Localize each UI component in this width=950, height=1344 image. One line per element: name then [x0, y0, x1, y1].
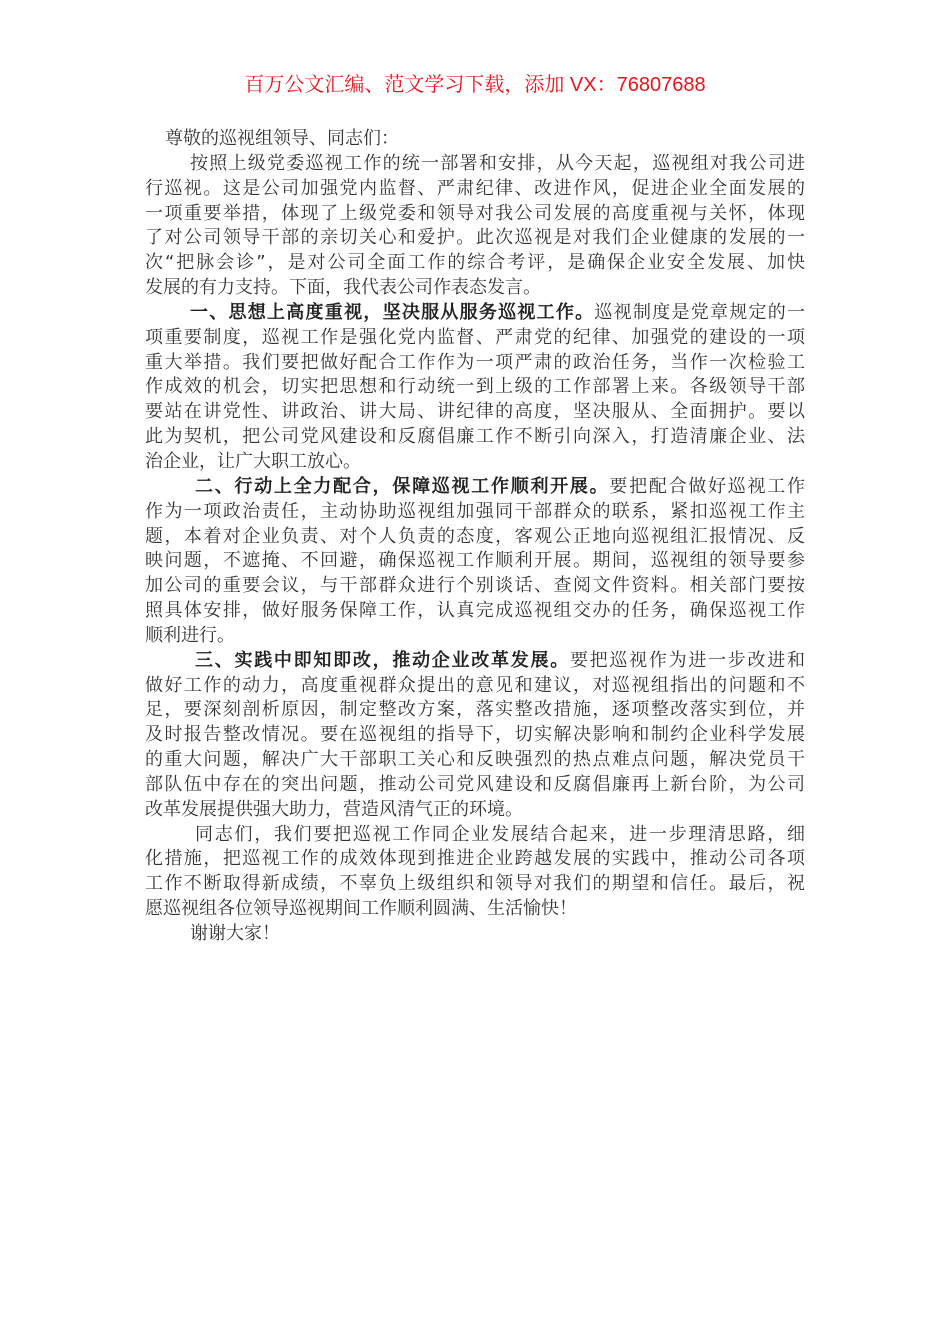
- section-3: [145, 649, 805, 823]
- document-body: [145, 127, 805, 947]
- text-line: 化措施，把巡视工作的成效体现到推进企业跨越发展的实践中，推动公司各项: [145, 848, 805, 870]
- text-span: 要把配合做好巡视工作: [609, 475, 806, 497]
- section-1-first-line: [145, 301, 805, 326]
- text-line: 的重大问题，解决广大干部职工关心和反映强烈的热点难点问题，解决党员干: [145, 749, 805, 771]
- text-line: 映问题，不遮掩、不回避，确保巡视工作顺利开展。期间，巡视组的领导要参: [145, 550, 805, 572]
- greeting: 尊敬的巡视组领导、同志们：: [165, 128, 399, 149]
- watermark-banner: 百万公文汇编、范文学习下载，添加 VX：76807688: [244, 74, 706, 96]
- text-line: 愿巡视组各位领导巡视期间工作顺利圆满、生活愉快！: [145, 898, 577, 920]
- text-line: 加公司的重要会议，与干部群众进行个别谈话、查阅文件资料。相关部门要按: [145, 575, 805, 597]
- text-line: 部队伍中存在的突出问题，推动公司党风建设和反腐倡廉再上新台阶，为公司: [145, 773, 805, 795]
- intro-paragraph: [145, 152, 805, 301]
- text-line: 工作不断取得新成绩，不辜负上级组织和领导对我们的期望和信任。最后，祝: [145, 873, 805, 895]
- text-line: 一项重要举措，体现了上级党委和领导对我公司发展的高度重视与关怀，体现: [145, 202, 805, 224]
- section-2-first-line: [145, 475, 805, 500]
- section-2-heading: 二、行动上全力配合，保障巡视工作顺利开展。: [195, 475, 610, 497]
- section-3-heading: 三、实践中即知即改，推动企业改革发展。: [195, 649, 570, 671]
- text-line: 做好工作的动力，高度重视群众提出的意见和建议，对巡视组指出的问题和不: [145, 674, 805, 696]
- text-line: 重大举措。我们要把做好配合工作作为一项严肃的政治任务，当作一次检验工: [145, 351, 805, 373]
- text-span: 要把巡视作为进一步改进和: [569, 649, 806, 671]
- text-line: 足，要深刻剖析原因，制定整改方案，落实整改措施，逐项整改落实到位，并: [145, 699, 805, 721]
- section-2: [145, 475, 805, 649]
- section-1-heading: 一、思想上高度重视，坚决服从服务巡视工作。: [190, 301, 595, 323]
- text-line: 了对公司领导干部的亲切关心和爱护。此次巡视是对我们企业健康的发展的一: [145, 227, 805, 249]
- text-line: 作为一项政治责任，主动协助巡视组加强同干部群众的联系，紧扣巡视工作主: [145, 500, 805, 522]
- text-line: 改革发展提供强大助力，营造风清气正的环境。: [145, 798, 523, 820]
- text-line: 此为契机，把公司党风建设和反腐倡廉工作不断引向深入，打造清廉企业、法: [145, 426, 805, 448]
- closing-paragraph: [145, 823, 805, 922]
- text-line: 行巡视。这是公司加强党内监督、严肃纪律、改进作风，促进企业全面发展的: [145, 177, 805, 199]
- thanks-line: 谢谢大家！: [190, 923, 280, 944]
- text-line: 要站在讲党性、讲政治、讲大局、讲纪律的高度，坚决服从、全面拥护。要以: [145, 401, 805, 423]
- text-line: 同志们，我们要把巡视工作同企业发展结合起来，进一步理清思路，细: [195, 823, 805, 845]
- text-line: 治企业，让广大职工放心。: [145, 450, 361, 472]
- text-line: 次“把脉会诊”，是对公司全面工作的综合考评，是确保企业安全发展、加快: [145, 252, 805, 274]
- text-line: 发展的有力支持。下面，我代表公司作表态发言。: [145, 277, 541, 299]
- text-line: 顺利进行。: [145, 624, 235, 646]
- text-line: 作成效的机会，切实把思想和行动统一到上级的工作部署上来。各级领导干部: [145, 376, 805, 398]
- text-line: 按照上级党委巡视工作的统一部署和安排，从今天起，巡视组对我公司进: [190, 152, 805, 174]
- text-line: 照具体安排，做好服务保障工作，认真完成巡视组交办的任务，确保巡视工作: [145, 600, 805, 622]
- text-line: 及时报告整改情况。要在巡视组的指导下，切实解决影响和制约企业科学发展: [145, 724, 805, 746]
- text-line: 项重要制度，巡视工作是强化党内监督、严肃党的纪律、加强党的建设的一项: [145, 326, 805, 348]
- section-3-first-line: [145, 649, 805, 674]
- text-line: 题，本着对企业负责、对个人负责的态度，客观公正地向巡视组汇报情况、反: [145, 525, 805, 547]
- section-1: [145, 301, 805, 475]
- text-span: 巡视制度是党章规定的一: [594, 301, 806, 323]
